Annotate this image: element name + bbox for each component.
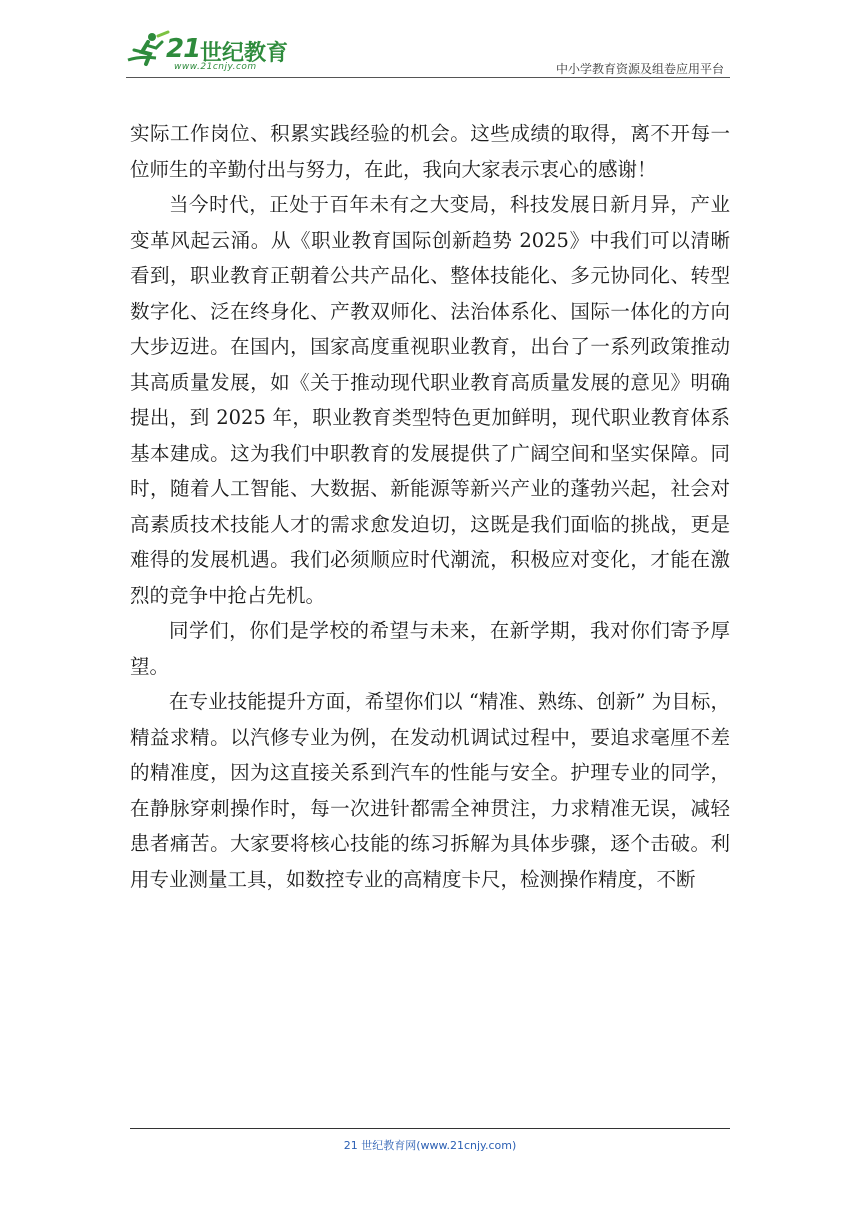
footer-divider: [130, 1128, 730, 1129]
document-body: [130, 116, 730, 897]
paragraph-2: 当今时代，正处于百年未有之大变局，科技发展日新月异，产业变革风起云涌。从《职业教育国际创新趋势 2025》中我们可以清晰看到，职业教育正朝着公共产品化、整体技能化、多元协同化、转型数字化、泛在终身化、产教双师化、法治体系化、国际一体化的方向大步迈进。在国内，国家高度重视职业教育，出台了一系列政策推动其高质量发展，如《关于推动现代职业教育高质量发展的意见》明确提出，到 2025 年，职业教育类型特色更加鲜明，现代职业教育体系基本建成。这为我们中职教育的发展提供了广阔空间和坚实保障。同时，随着人工智能、大数据、新能源等新兴产业的蓬勃兴起，社会对高素质技术技能人才的需求愈发迫切，这既是我们面临的挑战，更是难得的发展机遇。我们必须顺应时代潮流，积极应对变化，才能在激烈的竞争中抢占先机。: [130, 193, 730, 607]
footer-link[interactable]: 21 世纪教育网(www.21cnjy.com): [343, 1139, 517, 1152]
site-logo[interactable]: [126, 30, 296, 74]
paragraph-4: 在专业技能提升方面，希望你们以 “精准、熟练、创新” 为目标，精益求精。以汽修专业为例，在发动机调试过程中，要追求毫厘不差的精准度，因为这直接关系到汽车的性能与安全。护理专业的同学，在静脉穿刺操作时，每一次进针都需全神贯注，力求精准无误，减轻患者痛苦。大家要将核心技能的练习拆解为具体步骤，逐个击破。利用专业测量工具，如数控专业的高精度卡尺，检测操作精度，不断: [130, 690, 730, 891]
logo-number: 21: [166, 34, 201, 64]
header-divider: [126, 77, 730, 78]
paragraph-3: 同学们，你们是学校的希望与未来，在新学期，我对你们寄予厚望。: [130, 619, 730, 678]
header-slogan: 中小学教育资源及组卷应用平台: [555, 62, 724, 76]
logo-text: 世纪教育: [200, 41, 289, 66]
paragraph-1: 实际工作岗位、积累实践经验的机会。这些成绩的取得，离不开每一位师生的辛勤付出与努力，在此，我向大家表示衷心的感谢！: [130, 122, 730, 181]
logo-url: www.21cnjy.com: [174, 62, 257, 72]
page-header: [0, 0, 860, 80]
